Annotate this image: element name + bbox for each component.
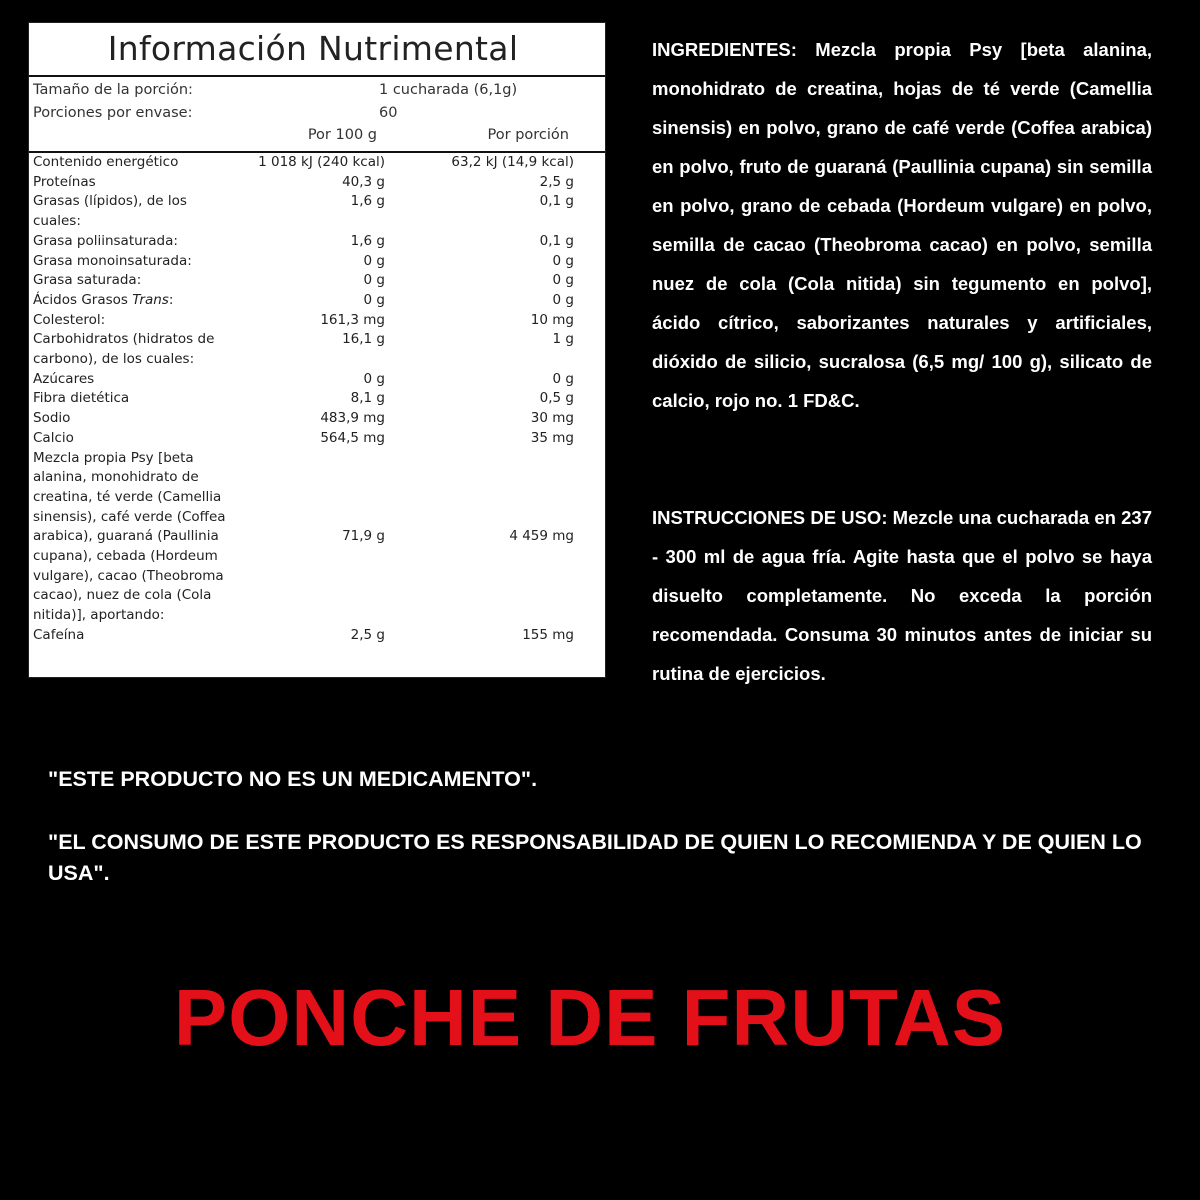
serving-size-label: Tamaño de la porción: (33, 82, 193, 98)
servings-row (33, 103, 605, 123)
nutrient-per100: 161,3 mg (320, 311, 385, 328)
nutrient-per-serving: 1 g (552, 331, 574, 348)
nutrient-per-serving: 0,5 g (539, 390, 574, 407)
nutrient-per100: 0 g (363, 370, 385, 387)
nutrient-per100: 2,5 g (350, 626, 385, 643)
nutrient-per100: 1 018 kJ (240 kcal) (258, 154, 385, 170)
ingredients-block (652, 30, 1152, 420)
instructions-text: Mezcle una cucharada en 237 - 300 ml de agua fría. Agite hasta que el polvo se haya disuelto completamente. No exceda la porción recomendada. Consuma 30 minutos antes de iniciar su rutina de ejercicios. (652, 507, 1152, 684)
nutrient-per-serving: 4 459 mg (509, 528, 574, 545)
nutrient-per100: 564,5 mg (320, 429, 385, 446)
nutrition-table (29, 153, 605, 646)
warning-responsibility: "EL CONSUMO DE ESTE PRODUCTO ES RESPONSABILIDAD DE QUIEN LO RECOMIENDA Y DE QUIEN LO USA". (48, 830, 1142, 885)
nutrient-per100: 8,1 g (350, 390, 385, 407)
ingredients-text: Mezcla propia Psy [beta alanina, monohidrato de creatina, hojas de té verde (Camellia sinensis) en polvo, grano de café verde (Coffea arabica) en polvo, fruto de guaraná (Paullinia cupana) sin semilla en polvo, grano de cebada (Hordeum vulgare) en polvo, semilla de cacao (Theobroma cacao) en polvo, semilla nuez de cola (Cola nitida) sin tegumento en polvo], ácido cítrico, saborizantes naturales y artificiales, dióxido de silicio, sucralosa (6,5 mg/ 100 g), silicato de calcio, rojo no. 1 FD&C. (652, 39, 1152, 411)
nutrient-per100: 16,1 g (342, 331, 385, 348)
table-row (29, 271, 605, 291)
table-row (29, 409, 605, 429)
nutrient-name: Sodio (33, 410, 71, 427)
nutrient-name: Grasa monoinsaturada: (33, 252, 192, 269)
nutrient-per-serving: 0,1 g (539, 193, 574, 210)
nutrient-per100: 1,6 g (350, 232, 385, 249)
nutrient-name-trans: Trans (132, 291, 169, 308)
instructions-block (652, 498, 1152, 693)
nutrient-name: Grasa saturada: (33, 272, 142, 289)
column-header-per100: Por 100 g (307, 127, 377, 143)
table-row (29, 626, 605, 646)
nutrient-name: Proteínas (33, 173, 96, 190)
nutrient-name: Grasa poliinsaturada: (33, 232, 178, 249)
nutrient-name-suffix: : (168, 291, 174, 308)
nutrient-per-serving: 155 mg (522, 626, 574, 643)
nutrient-name: Fibra dietética (33, 390, 130, 407)
table-row (29, 330, 605, 369)
nutrient-name: Azúcares (33, 370, 95, 387)
nutrient-name: Carbohidratos (hidratos de carbono), de los cuales: (33, 331, 215, 368)
nutrient-per-serving: 0 g (552, 272, 574, 289)
nutrient-name: Calcio (33, 429, 74, 446)
nutrient-per100: 40,3 g (342, 173, 385, 190)
servings-value: 60 (379, 105, 398, 121)
column-header-row (33, 125, 605, 145)
table-row (29, 370, 605, 390)
column-header-per-serving: Por porción (487, 127, 569, 143)
table-row (29, 252, 605, 272)
serving-size-row (33, 80, 605, 100)
servings-label: Porciones por envase: (33, 105, 193, 121)
serving-size-value: 1 cucharada (6,1g) (379, 82, 518, 98)
serving-info (29, 77, 605, 153)
table-row (29, 311, 605, 331)
nutrient-per-serving: 2,5 g (539, 173, 574, 190)
nutrient-per100: 0 g (363, 291, 385, 308)
nutrient-name: Colesterol: (33, 311, 106, 328)
nutrient-per-serving: 0 g (552, 370, 574, 387)
nutrient-per-serving: 0 g (552, 252, 574, 269)
nutrient-name: Mezcla propia Psy [beta alanina, monohidrato de creatina, té verde (Camellia sinensis), café verde (Coffea arabica), guaraná (Paullinia cupana), cebada (Hordeum vulgare), cacao (Theobroma cacao), nuez de cola (Cola nitida)], aportando: (33, 449, 226, 624)
table-row (29, 449, 605, 626)
nutrient-per-serving: 35 mg (530, 429, 574, 446)
table-row (29, 173, 605, 193)
nutrition-facts-panel (28, 22, 606, 678)
ingredients-label: INGREDIENTES: (652, 39, 797, 60)
nutrient-per-serving: 30 mg (530, 410, 574, 427)
nutrient-per100: 483,9 mg (320, 410, 385, 427)
nutrition-title: Información Nutrimental (29, 23, 605, 77)
nutrient-name: Cafeína (33, 626, 85, 643)
table-row (29, 291, 605, 311)
nutrient-per-serving: 10 mg (530, 311, 574, 328)
nutrient-name: Grasas (lípidos), de los cuales: (33, 193, 187, 230)
table-row (29, 232, 605, 252)
nutrient-per-serving: 0,1 g (539, 232, 574, 249)
table-row (29, 153, 605, 173)
nutrient-name (29, 291, 238, 311)
table-row (29, 192, 605, 231)
nutrient-per-serving: 0 g (552, 291, 574, 308)
nutrient-per100: 71,9 g (342, 528, 385, 545)
nutrient-per100: 0 g (363, 252, 385, 269)
nutrient-per-serving: 63,2 kJ (14,9 kcal) (451, 154, 574, 170)
nutrient-name: Contenido energético (33, 154, 179, 170)
table-row (29, 429, 605, 449)
nutrient-name-prefix: Ácidos Grasos (33, 291, 133, 308)
instructions-label: INSTRUCCIONES DE USO: (652, 507, 888, 528)
flavor-name: PONCHE DE FRUTAS (173, 973, 1007, 1062)
nutrient-per100: 0 g (363, 272, 385, 289)
warning-not-medicine: "ESTE PRODUCTO NO ES UN MEDICAMENTO". (48, 767, 538, 791)
nutrient-per100: 1,6 g (350, 193, 385, 210)
table-row (29, 389, 605, 409)
